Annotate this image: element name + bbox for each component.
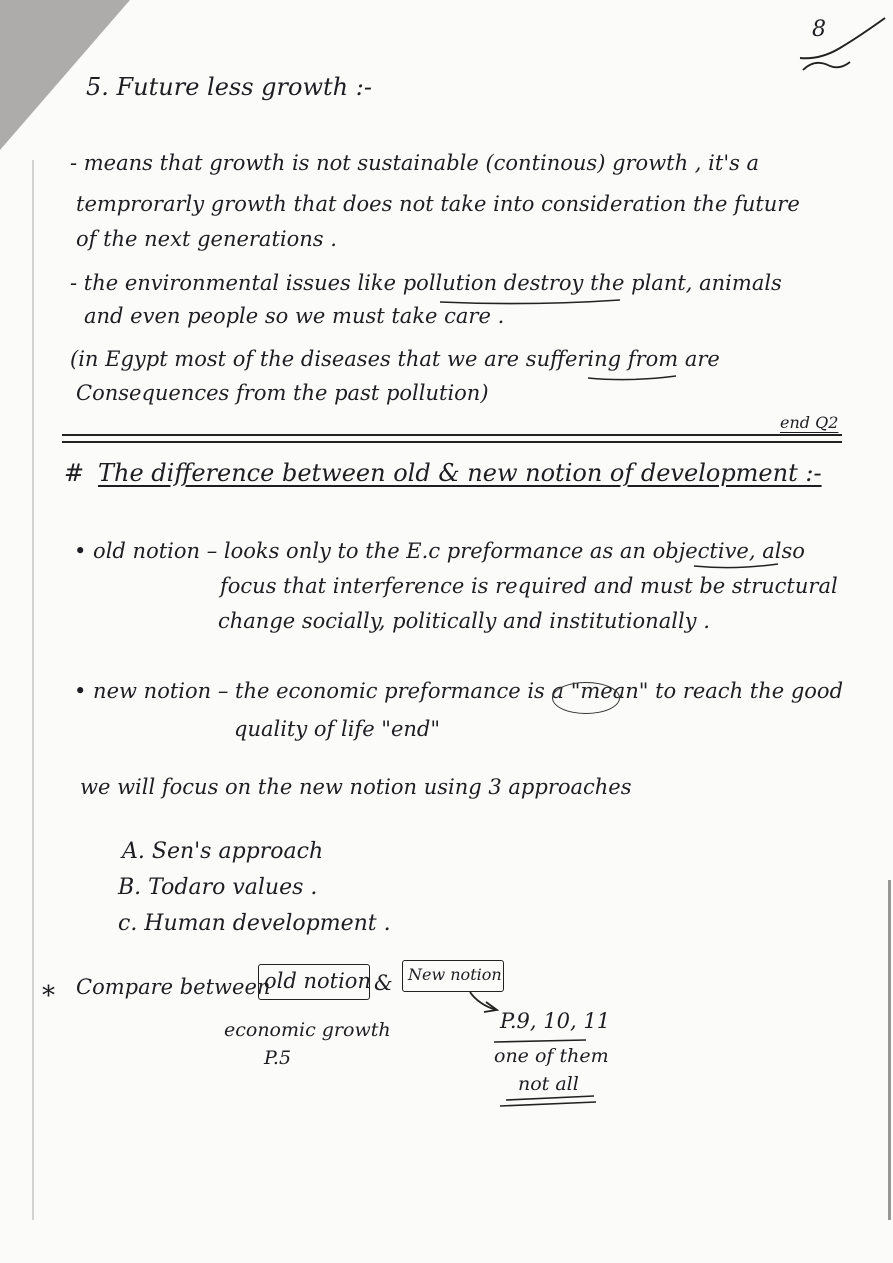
compare-star: * bbox=[42, 981, 55, 1011]
bullet-2-line-2: and even people so we must take care . bbox=[84, 304, 505, 328]
section-divider-bottom bbox=[62, 441, 842, 443]
section-divider-top bbox=[62, 434, 842, 436]
compare-prefix: Compare between bbox=[76, 975, 271, 999]
new-note-line-2: one of them bbox=[494, 1045, 609, 1067]
bullet-1-line-3: of the next generations . bbox=[76, 227, 337, 251]
new-note-line-3: not all bbox=[518, 1073, 579, 1095]
approach-b: B. Todaro values . bbox=[118, 875, 318, 900]
old-notion-line-3: change socially, politically and institutionally . bbox=[218, 609, 710, 633]
compare-and: & bbox=[374, 971, 393, 995]
approach-a: A. Sen's approach bbox=[122, 839, 324, 864]
approach-c: c. Human development . bbox=[118, 911, 391, 936]
paren-line-1: (in Egypt most of the diseases that we are suffering from are bbox=[70, 347, 720, 371]
new-note-line-1: P.9, 10, 11 bbox=[500, 1009, 611, 1033]
new-notion-line-2: quality of life "end" bbox=[234, 717, 441, 741]
old-note-line-2: P.5 bbox=[264, 1047, 292, 1069]
compare-new-notion: New notion bbox=[408, 965, 502, 984]
page-right-edge bbox=[888, 880, 891, 1220]
difference-heading: The difference between old & new notion of development :- bbox=[98, 459, 822, 487]
old-note-line-1: economic growth bbox=[224, 1019, 391, 1041]
bullet-2-line-1: - the environmental issues like pollution destroy the plant, animals bbox=[70, 271, 782, 295]
paren-line-2: Consequences from the past pollution) bbox=[76, 381, 489, 405]
bullet-1-line-1: - means that growth is not sustainable (continous) growth , it's a bbox=[70, 151, 760, 175]
compare-old-notion: old notion bbox=[264, 969, 371, 993]
focus-line: we will focus on the new notion using 3 approaches bbox=[80, 775, 632, 799]
section-title: 5. Future less growth :- bbox=[86, 73, 372, 101]
page-left-edge bbox=[32, 160, 34, 1220]
heading-hash: # bbox=[64, 459, 85, 487]
bullet-1-line-2: temprorarly growth that does not take into consideration the future bbox=[76, 192, 800, 216]
old-notion-line-2: focus that interference is required and must be structural bbox=[220, 574, 838, 598]
page-number: 8 bbox=[812, 17, 826, 42]
mean-circle bbox=[552, 682, 620, 714]
end-q2-mark: end Q2 bbox=[780, 413, 839, 432]
old-notion-line-1: • old notion – looks only to the E.c preformance as an objective, also bbox=[74, 539, 805, 563]
new-notion-line-1: • new notion – the economic preformance is a "mean" to reach the good bbox=[74, 679, 844, 703]
